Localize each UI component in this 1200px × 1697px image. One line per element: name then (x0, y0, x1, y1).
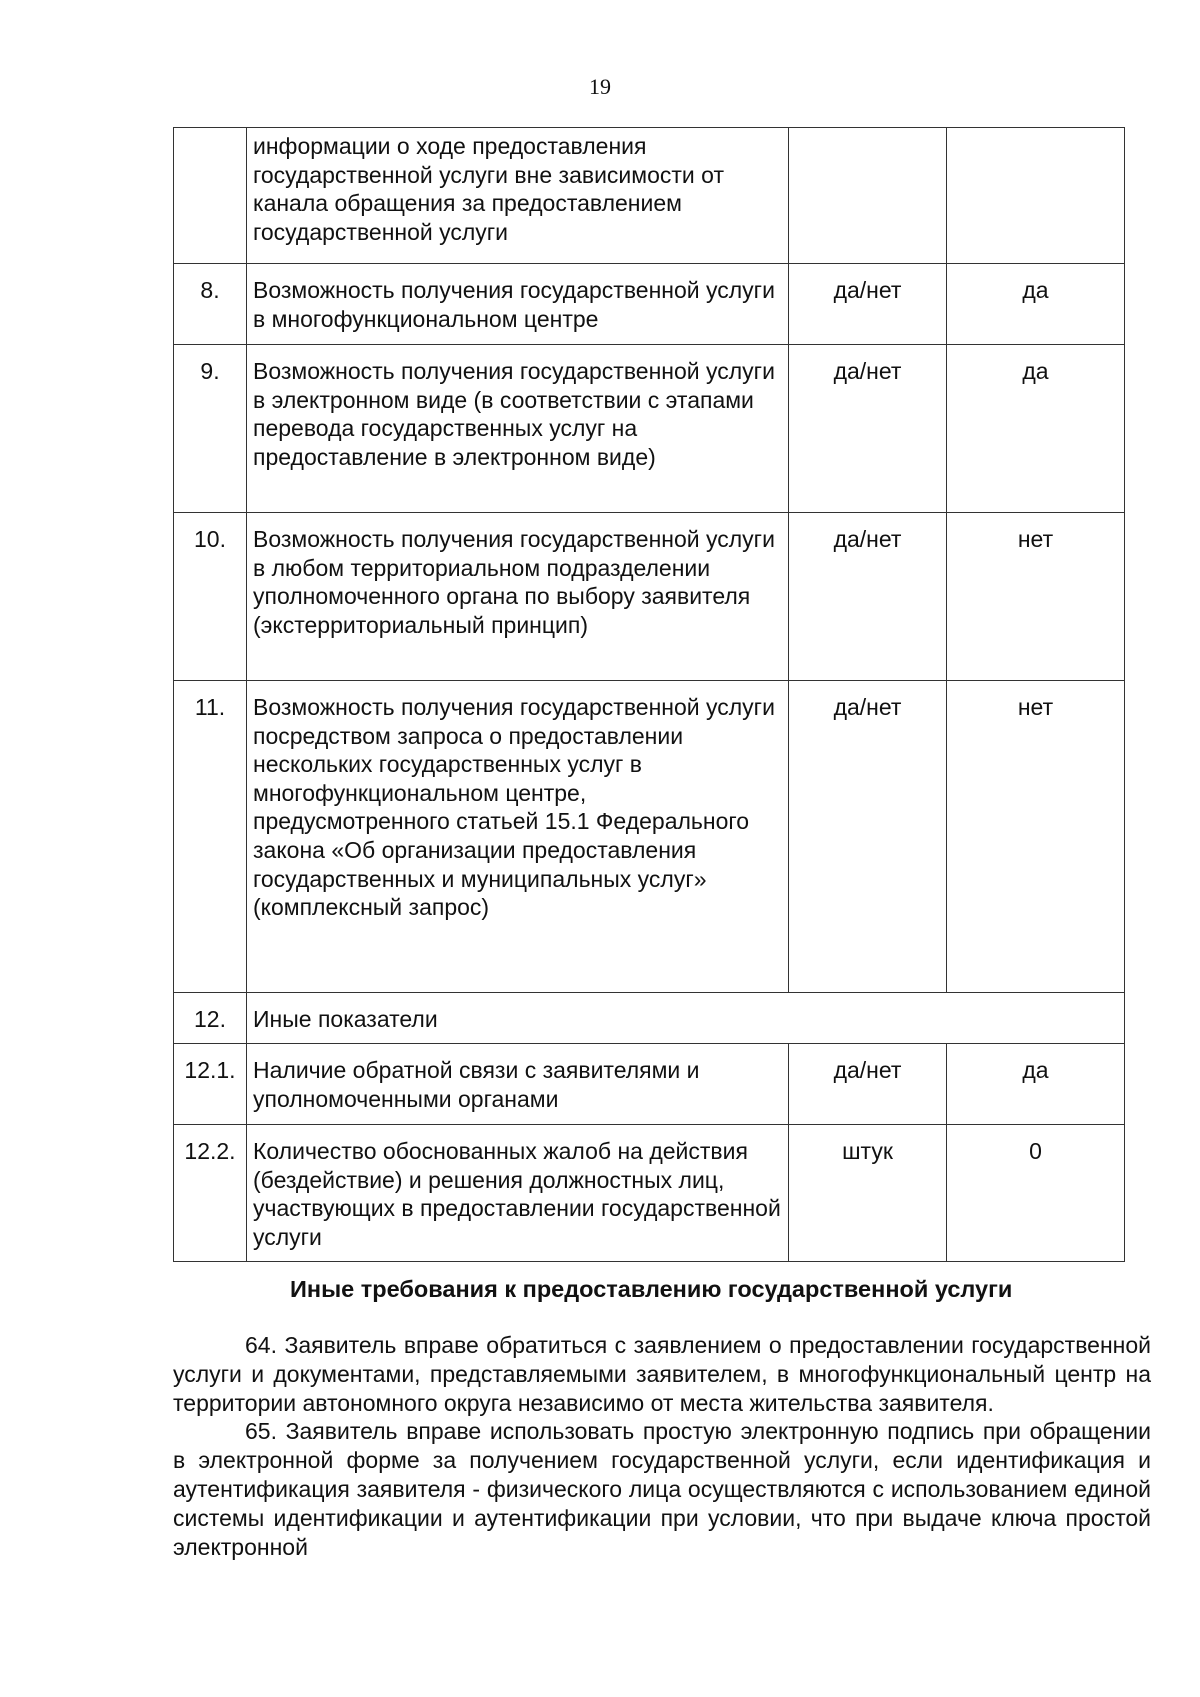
table-row (174, 1044, 1125, 1125)
row-description: Количество обоснованных жалоб на действия (бездействие) и решения должностных лиц, участвующих в предоставлении государственной услуги (247, 1125, 789, 1262)
row-number: 8. (174, 264, 247, 345)
row-description: Возможность получения государственной услуги в многофункциональном центре (247, 264, 789, 345)
table-row (174, 1125, 1125, 1262)
row-unit (789, 128, 947, 264)
table-row (174, 681, 1125, 993)
row-description: Возможность получения государственной услуги в любом территориальном подразделении уполномоченного органа по выбору заявителя (экстерриториальный принцип) (247, 513, 789, 681)
row-description: Возможность получения государственной услуги в электронном виде (в соответствии с этапами перевода государственных услуг на предоставление в электронном виде) (247, 345, 789, 513)
table-row (174, 345, 1125, 513)
row-unit: да/нет (789, 513, 947, 681)
row-number: 10. (174, 513, 247, 681)
row-value: да (947, 264, 1125, 345)
row-value: да (947, 345, 1125, 513)
row-value: да (947, 1044, 1125, 1125)
row-number: 12.2. (174, 1125, 247, 1262)
row-number: 9. (174, 345, 247, 513)
row-number: 12. (174, 993, 247, 1044)
row-number: 11. (174, 681, 247, 993)
row-value (947, 128, 1125, 264)
table-row (174, 993, 1125, 1044)
page-number: 19 (589, 74, 611, 99)
row-value: нет (947, 513, 1125, 681)
table-row (174, 264, 1125, 345)
row-unit: да/нет (789, 264, 947, 345)
table-row (174, 513, 1125, 681)
row-unit: да/нет (789, 1044, 947, 1125)
row-unit: да/нет (789, 345, 947, 513)
row-unit: штук (789, 1125, 947, 1262)
paragraph-64: 64. Заявитель вправе обратиться с заявлением о предоставлении государственной услуги и документами, представляемыми заявителем, в многофункциональный центр на территории автономного округа независимо от места жительства заявителя. (173, 1332, 1151, 1416)
row-number: 12.1. (174, 1044, 247, 1125)
row-description: Наличие обратной связи с заявителями и уполномоченными органами (247, 1044, 789, 1125)
indicators-table (173, 127, 1125, 1262)
row-description: информации о ходе предоставления государственной услуги вне зависимости от канала обращения за предоставлением государственной услуги (247, 128, 789, 264)
row-description: Иные показатели (247, 993, 1125, 1044)
row-description: Возможность получения государственной услуги посредством запроса о предоставлении нескольких государственных услуг в многофункциональном центре, предусмотренного статьей 15.1 Федерального закона «Об организации предоставления государственных и муниципальных услуг» (комплексный запрос) (247, 681, 789, 993)
section-heading: Иные требования к предоставлению государственной услуги (290, 1276, 1013, 1302)
row-number (174, 128, 247, 264)
body-text (173, 1331, 1151, 1561)
row-unit: да/нет (789, 681, 947, 993)
row-value: нет (947, 681, 1125, 993)
table-row (174, 128, 1125, 264)
row-value: 0 (947, 1125, 1125, 1262)
paragraph-65: 65. Заявитель вправе использовать простую электронную подпись при обращении в электронной форме за получением государственной услуги, если идентификация и аутентификация заявителя - физического лица осуществляются с использованием единой системы идентификации и аутентификации при условии, что при выдаче ключа простой электронной (173, 1418, 1151, 1560)
